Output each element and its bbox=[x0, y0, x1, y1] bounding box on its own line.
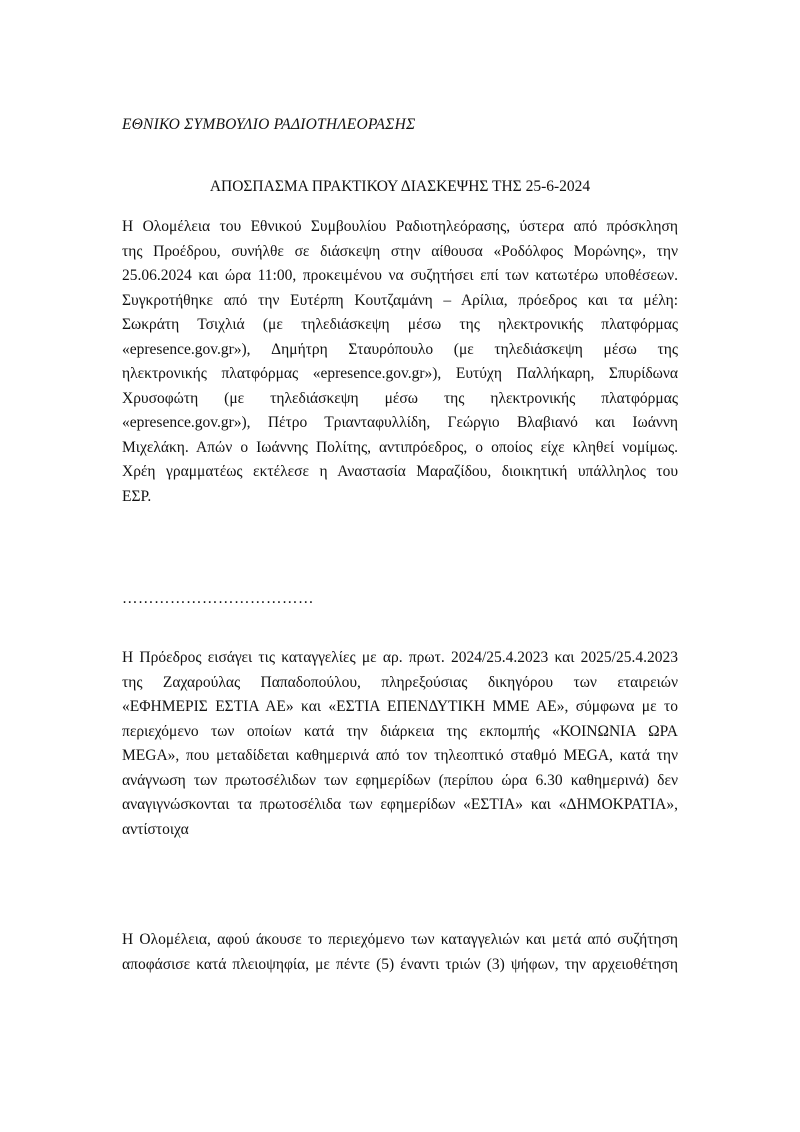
dotted-divider: ……………………………… bbox=[122, 590, 314, 607]
text-line: Χρυσοφώτη (με τηλεδιάσκεψη μέσω της ηλεκτρονικής πλατφόρμας bbox=[122, 389, 678, 407]
text-line: της Προέδρου, συνήλθε σε διάσκεψη στην αίθουσα «Ροδόλφος Μορώνης», την bbox=[122, 242, 678, 260]
text-line: ανάγνωση των πρωτοσέλιδων των εφημερίδων (περίπου ώρα 6.30 καθημερινά) δεν bbox=[122, 771, 678, 789]
session-paragraph bbox=[122, 215, 678, 509]
text-line: αναγιγνώσκονται τα πρωτοσέλιδα των εφημερίδων «ΕΣΤΙΑ» και «ΔΗΜΟΚΡΑΤΙΑ», bbox=[122, 796, 678, 813]
text-line: περιεχόμενο των οποίων κατά την διάρκεια της εκπομπής «ΚΟΙΝΩΝΙΑ ΩΡΑ bbox=[122, 722, 678, 740]
text-line: Συγκροτήθηκε από την Ευτέρπη Κουτζαμάνη – Αρίλια, πρόεδρος και τα μέλη: bbox=[122, 291, 678, 309]
text-line: «ΕΦΗΜΕΡΙΣ ΕΣΤΙΑ ΑΕ» και «ΕΣΤΙΑ ΕΠΕΝΔΥΤΙΚΗ ΜΜΕ ΑΕ», σύμφωνα με το bbox=[122, 698, 678, 715]
text-line: MEGA», που μεταδίδεται καθημερινά από τον τηλεοπτικό σταθμό MEGA, κατά την bbox=[122, 747, 678, 764]
text-line: 25.06.2024 και ώρα 11:00, προκειμένου να συζητήσει επί των κατωτέρω υποθέσεων. bbox=[122, 267, 678, 284]
text-line: Η Ολομέλεια του Εθνικού Συμβουλίου Ραδιοτηλεόρασης, ύστερα από πρόσκληση bbox=[122, 218, 678, 235]
document-title: ΑΠΟΣΠΑΣΜΑ ΠΡΑΚΤΙΚΟΥ ΔΙΑΣΚΕΨΗΣ ΤΗΣ 25-6-2024 bbox=[209, 178, 591, 195]
text-line: ηλεκτρονικής πλατφόρμας «epresence.gov.gr»), Ευτύχη Παλλήκαρη, Σπυρίδωνα bbox=[122, 365, 678, 382]
complaint-paragraph bbox=[122, 646, 678, 842]
organization-heading: ΕΘΝΙΚΟ ΣΥΜΒΟΥΛΙΟ ΡΑΔΙΟΤΗΛΕΟΡΑΣΗΣ bbox=[122, 116, 416, 133]
text-line: Η Πρόεδρος εισάγει τις καταγγελίες με αρ. πρωτ. 2024/25.4.2023 και 2025/25.4.2023 bbox=[122, 649, 678, 666]
text-line: Σωκράτη Τσιχλιά (με τηλεδιάσκεψη μέσω της ηλεκτρονικής πλατφόρμας bbox=[122, 316, 678, 333]
text-line: αποφάσισε κατά πλειοψηφία, με πέντε (5) έναντι τριών (3) ψήφων, την αρχειοθέτηση bbox=[122, 955, 678, 973]
text-line: «epresence.gov.gr»), Πέτρο Τριανταφυλλίδη, Γεώργιο Βλαβιανό και Ιωάννη bbox=[122, 414, 678, 431]
text-line: Μιχελάκη. Απών ο Ιωάννης Πολίτης, αντιπρόεδρος, ο οποίος είχε κληθεί νομίμως. bbox=[122, 438, 678, 456]
text-line: ΕΣΡ. bbox=[122, 487, 152, 505]
decision-paragraph bbox=[122, 928, 678, 977]
text-line: Η Ολομέλεια, αφού άκουσε το περιεχόμενο των καταγγελιών και μετά από συζήτηση bbox=[122, 931, 678, 948]
text-line: Χρέη γραμματέως εκτέλεσε η Αναστασία Μαραζίδου, διοικητική υπάλληλος του bbox=[122, 463, 678, 480]
text-line: αντίστοιχα bbox=[122, 820, 189, 838]
text-line: της Ζαχαρούλας Παπαδοπούλου, πληρεξούσιας δικηγόρου των εταιρειών bbox=[122, 673, 678, 691]
text-line: «epresence.gov.gr»), Δημήτρη Σταυρόπουλο (με τηλεδιάσκεψη μέσω της bbox=[122, 340, 678, 358]
